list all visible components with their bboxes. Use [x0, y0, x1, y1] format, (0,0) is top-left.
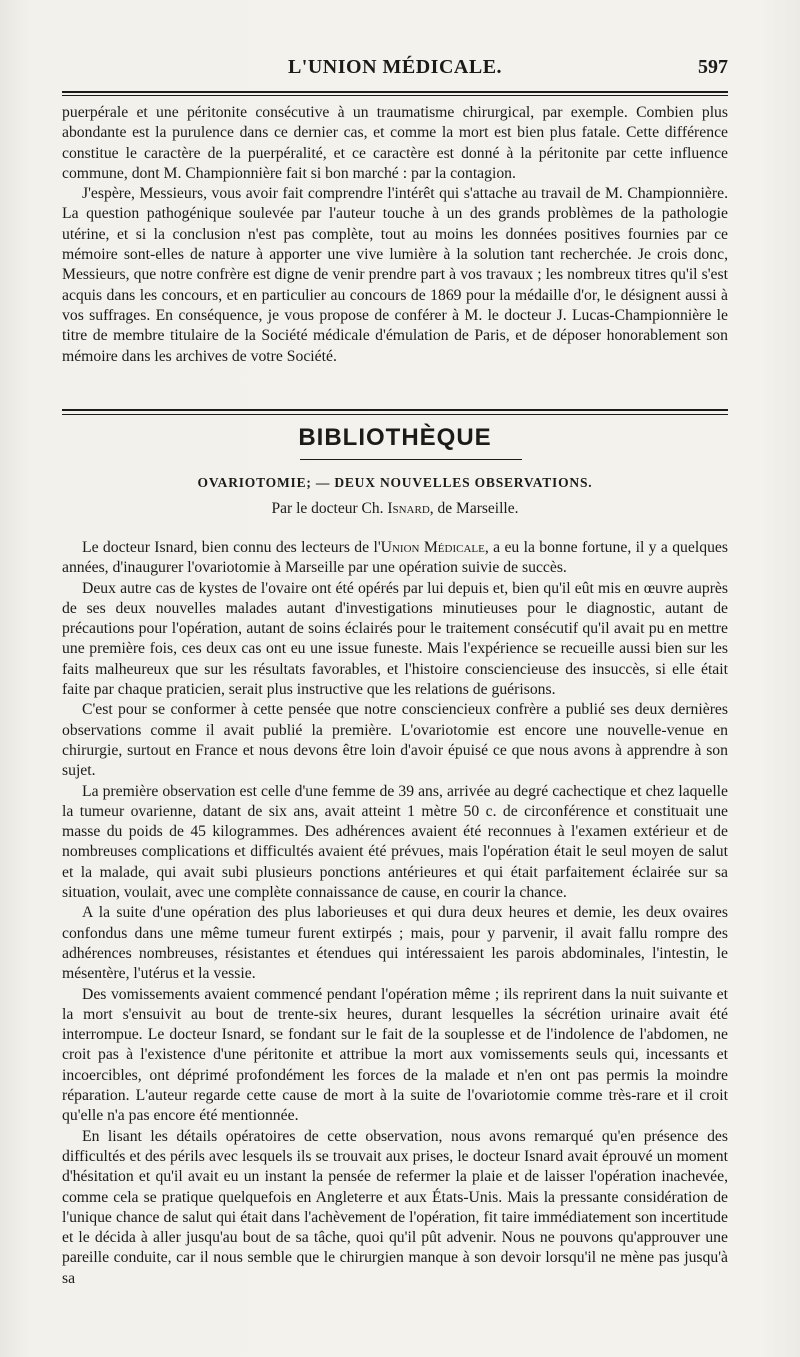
paragraph: Deux autre cas de kystes de l'ovaire ont été opérés par lui depuis et, bien qu'il eût mis en œuvre auprès de ses deux nouvelles malades autant d'investigations minutieuses pour le diagnostic, autant de précautions pour l'opération, autant de soins éclairés pour le traitement consécutif qu'il avait pu en mettre une première fois, ces deux cas ont eu une issue funeste. Mais l'expérience se recueille aussi bien sur les faits malheureux que sur les résultats favorables, et l'histoire consciencieuse des insuccès, si elle était faite par chaque praticien, serait plus instructive que les relations de guérisons. [62, 579, 728, 699]
paragraph: La première observation est celle d'une femme de 39 ans, arrivée au degré cachectique et chez laquelle la tumeur ovarienne, datant de six ans, avait atteint 1 mètre 50 c. de circonférence et constituait une masse du poids de 45 kilogrammes. Des adhérences avaient été reconnues à l'examen extérieur et de nombreuses complications et difficultés avaient été prévues, mais l'opération était le seul moyen de salut et la malade, qui avait subi plusieurs ponctions antérieures et qui était parfaitement éclairée sur sa situation, voulait, avec une complète connaissance de cause, en courir la chance. [62, 782, 728, 902]
paragraph: A la suite d'une opération des plus laborieuses et qui dura deux heures et demie, les deux ovaires confondus dans une même tumeur furent extirpés ; mais, pour y parvenir, il avait fallu rompre des adhérences nombreuses, résistantes et étendues qui intéressaient les parois abdominales, l'intestin, le mésentère, l'utérus et la vessie. [62, 904, 728, 983]
header-rule [62, 91, 728, 93]
author-name: Isnard [387, 500, 430, 517]
page-header [62, 56, 728, 86]
section-title: BIBLIOTHÈQUE [298, 424, 492, 451]
paragraph: En lisant les détails opératoires de cette observation, nous avons remarqué qu'en présence des difficultés et des périls avec lesquels ils se trouvait aux prises, le docteur Isnard avait éprouvé un moment d'hésitation et qu'il avait eu un instant la pensée de refermer la plaie et de laisser l'opération inachevée, comme cela se pratique quelquefois en Angleterre et aux États-Unis. Mais la pressante considération de l'unique chance de salut qui était dans l'achèvement de l'opération, fit taire immédiatement son incertitude et le décida à aller jusqu'au bout de sa tâche, quoi qu'il pût advenir. Nous ne pouvons qu'approuver une pareille conduite, car il nous semble que le chirurgien manque à son devoir lorsqu'il ne mène pas jusqu'à sa [62, 1127, 728, 1287]
journal-name: Union Médicale [380, 539, 485, 556]
section-title-underline [300, 459, 522, 460]
running-title: L'UNION MÉDICALE. [287, 56, 503, 78]
paragraph: C'est pour se conformer à cette pensée que notre consciencieux confrère a publié ses deux dernières observations comme il avait publié la première. L'ovariotomie est encore une nouvelle-venue en chirurgie, surtout en France et nous devons être loin d'avoir épuisé ce que nous avons à apprendre à son sujet. [62, 701, 728, 780]
page-number: 597 [698, 56, 728, 78]
paragraph: J'espère, Messieurs, vous avoir fait comprendre l'intérêt qui s'attache au travail de M. Championnière. La question pathogénique soulevée par l'auteur touche à un des grands problèmes de la pathologie utérine, et si la conclusion n'est pas complète, tout au moins les données positives fournies par ce mémoire sont-elles de nature à apporter une vive lumière à la solution tant recherchée. Je crois donc, Messieurs, que notre confrère est digne de venir prendre part à vos travaux ; les nombreux titres qu'il s'est acquis dans les concours, et en particulier au concours de 1869 pour la médaille d'or, le désignent aussi à vos suffrages. En conséquence, je vous propose de conférer à M. le docteur J. Lucas-Championnière le titre de membre titulaire de la Société médicale d'émulation de Paris, et de déposer honorablement son mémoire dans les archives de votre Société. [62, 185, 728, 365]
paragraph-text: Le docteur Isnard, bien connu des lecteurs de l' [82, 539, 381, 556]
article-body [62, 538, 728, 1289]
byline-suffix: , de Marseille. [429, 500, 519, 517]
paragraph [62, 538, 728, 579]
section-divider [62, 409, 728, 411]
byline [62, 500, 728, 518]
previous-article-continuation [62, 103, 728, 367]
paragraph: puerpérale et une péritonite consécutive à un traumatisme chirurgical, par exemple. Combien plus abondante est la purulence dans ce dernier cas, et comme la mort est bien plus fatale. Cette différence constitue le caractère de la puerpéralité, et ce caractère est donné à la péritonite par cette influence commune, dont M. Championnière fait si bon marché : par la contagion. [62, 104, 728, 182]
paragraph-text: , a eu la bonne fortune, il y a quelques années, d'inaugurer l'ovariotomie à Marseille par une opération suivie de succès. [62, 539, 728, 577]
section-divider-thin [62, 414, 728, 415]
article-title: OVARIOTOMIE; — DEUX NOUVELLES OBSERVATIONS. [197, 475, 593, 490]
paragraph: Des vomissements avaient commencé pendant l'opération même ; ils reprirent dans la nuit suivante et la mort s'ensuivit au bout de trente-six heures, durant lesquelles la sécrétion urinaire avait été interrompue. Le docteur Isnard, se fondant sur le fait de la souplesse et de l'indolence de l'abdomen, ne croit pas à l'existence d'une péritonite et attribue la mort aux vomissements seuls qui, incessants et incoercibles, ont déprimé profondément les forces de la malade et n'en ont pas permis la moindre réparation. L'auteur regarde cette cause de mort à la suite de l'ovariotomie comme très-rare et il croit qu'elle n'a pas encore été mentionnée. [62, 985, 728, 1125]
byline-prefix: Par le docteur Ch. [271, 500, 384, 517]
header-rule-thin [62, 95, 728, 96]
